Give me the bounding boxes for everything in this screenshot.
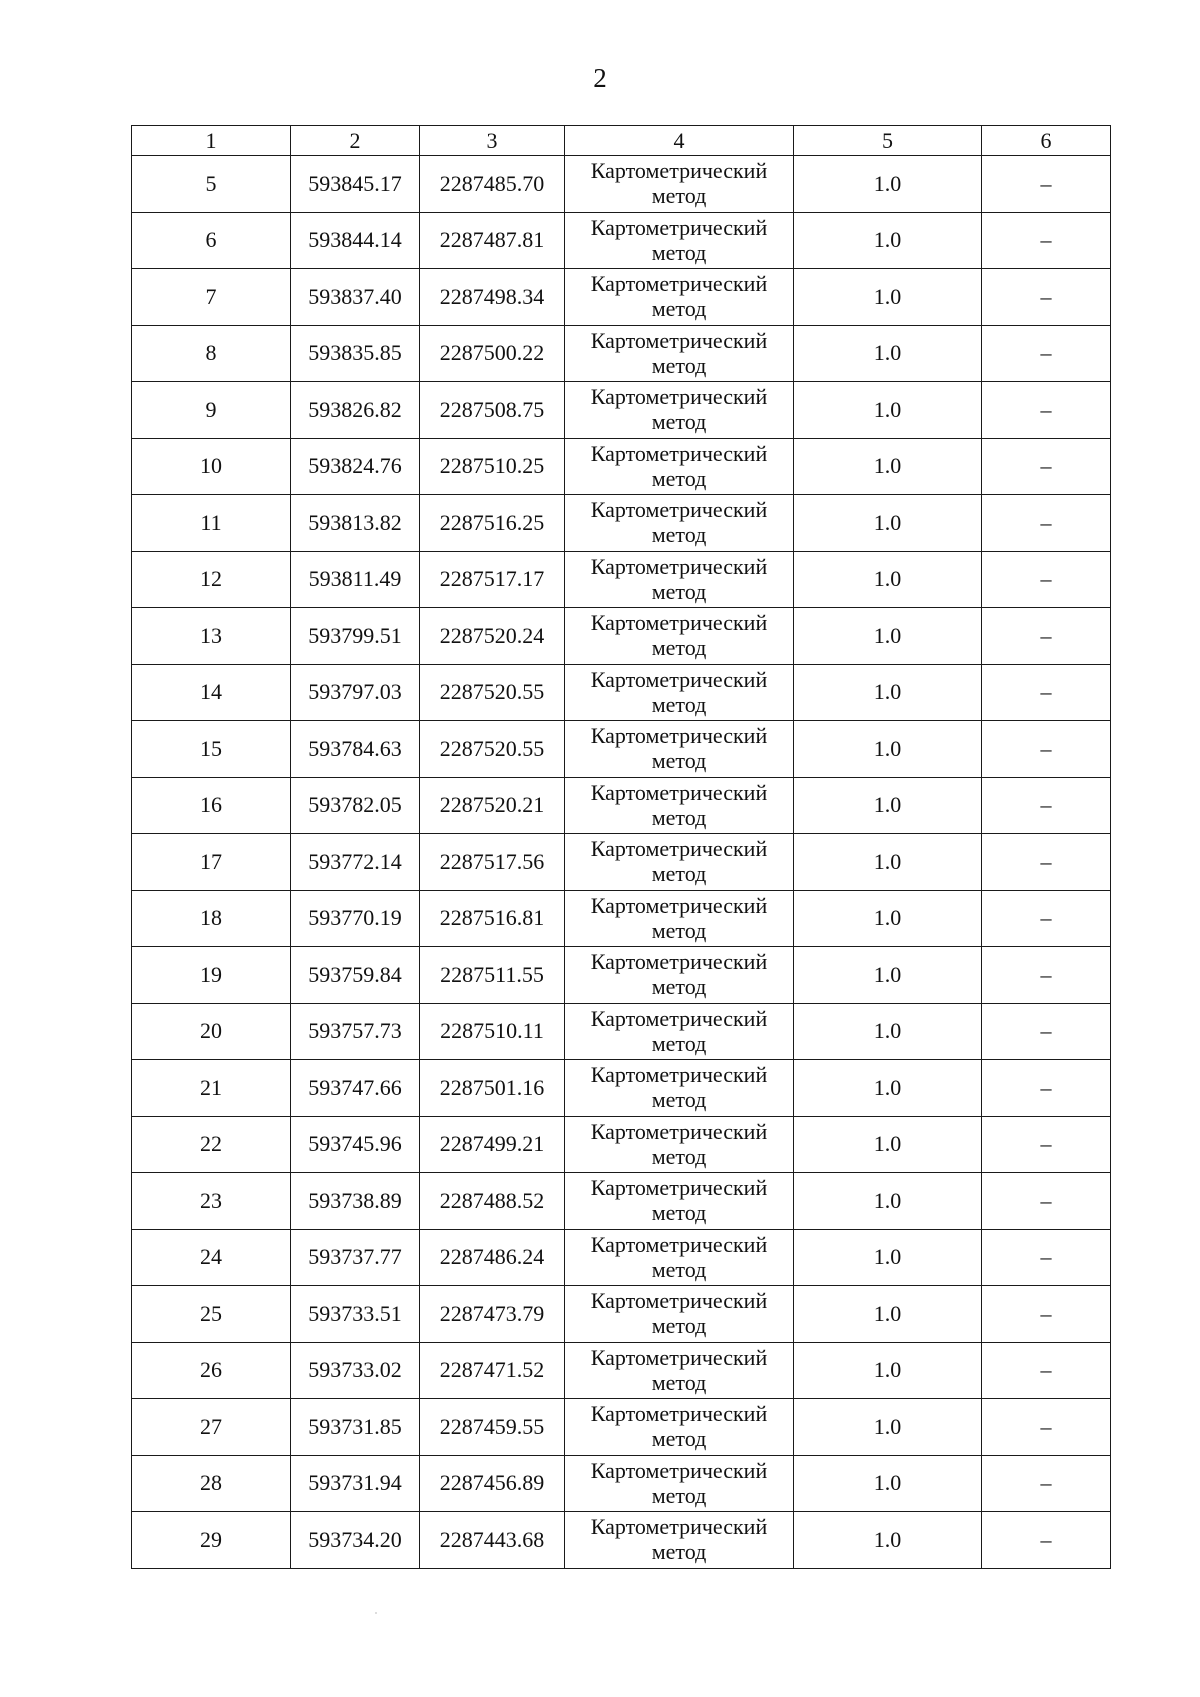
y-coordinate-cell: 2287511.55 bbox=[420, 947, 565, 1004]
note-cell: – bbox=[982, 834, 1111, 891]
accuracy-cell: 1.0 bbox=[794, 382, 982, 439]
method-line-2: метод bbox=[651, 804, 707, 830]
method-line-2: метод bbox=[651, 465, 707, 491]
method-line-2: метод bbox=[651, 522, 707, 548]
point-number-cell: 8 bbox=[132, 325, 291, 382]
accuracy-cell: 1.0 bbox=[794, 438, 982, 495]
note-cell: – bbox=[982, 438, 1111, 495]
accuracy-cell: 1.0 bbox=[794, 325, 982, 382]
x-coordinate-cell: 593759.84 bbox=[291, 947, 420, 1004]
accuracy-cell: 1.0 bbox=[794, 1286, 982, 1343]
note-cell: – bbox=[982, 1512, 1111, 1569]
method-cell bbox=[565, 890, 794, 947]
page-number: 2 bbox=[593, 63, 607, 93]
method-line-2: метод bbox=[651, 1256, 707, 1282]
column-header: 2 bbox=[291, 126, 420, 156]
point-number-cell: 12 bbox=[132, 551, 291, 608]
method-cell bbox=[565, 1512, 794, 1569]
method-line-2: метод bbox=[651, 1030, 707, 1056]
y-coordinate-cell: 2287510.25 bbox=[420, 438, 565, 495]
method-line-2: метод bbox=[651, 691, 707, 717]
x-coordinate-cell: 593772.14 bbox=[291, 834, 420, 891]
accuracy-cell: 1.0 bbox=[794, 608, 982, 665]
table-row bbox=[132, 890, 1111, 947]
y-coordinate-cell: 2287487.81 bbox=[420, 212, 565, 269]
x-coordinate-cell: 593757.73 bbox=[291, 1003, 420, 1060]
note-cell: – bbox=[982, 777, 1111, 834]
method-cell bbox=[565, 1342, 794, 1399]
table-row bbox=[132, 664, 1111, 721]
point-number-cell: 11 bbox=[132, 495, 291, 552]
y-coordinate-cell: 2287517.17 bbox=[420, 551, 565, 608]
accuracy-cell: 1.0 bbox=[794, 1455, 982, 1512]
y-coordinate-cell: 2287456.89 bbox=[420, 1455, 565, 1512]
point-number-cell: 29 bbox=[132, 1512, 291, 1569]
method-cell bbox=[565, 1173, 794, 1230]
x-coordinate-cell: 593799.51 bbox=[291, 608, 420, 665]
note-cell: – bbox=[982, 156, 1111, 213]
table-row bbox=[132, 1173, 1111, 1230]
column-header: 1 bbox=[132, 126, 291, 156]
method-cell bbox=[565, 325, 794, 382]
point-number-cell: 22 bbox=[132, 1116, 291, 1173]
method-line-2: метод bbox=[651, 352, 707, 378]
accuracy-cell: 1.0 bbox=[794, 890, 982, 947]
point-number-cell: 15 bbox=[132, 721, 291, 778]
note-cell: – bbox=[982, 1116, 1111, 1173]
point-number-cell: 25 bbox=[132, 1286, 291, 1343]
y-coordinate-cell: 2287488.52 bbox=[420, 1173, 565, 1230]
note-cell: – bbox=[982, 1455, 1111, 1512]
x-coordinate-cell: 593811.49 bbox=[291, 551, 420, 608]
note-cell: – bbox=[982, 890, 1111, 947]
x-coordinate-cell: 593837.40 bbox=[291, 269, 420, 326]
point-number-cell: 26 bbox=[132, 1342, 291, 1399]
table-row bbox=[132, 608, 1111, 665]
y-coordinate-cell: 2287520.21 bbox=[420, 777, 565, 834]
table-row bbox=[132, 212, 1111, 269]
point-number-cell: 17 bbox=[132, 834, 291, 891]
note-cell: – bbox=[982, 947, 1111, 1004]
table-row bbox=[132, 495, 1111, 552]
y-coordinate-cell: 2287510.11 bbox=[420, 1003, 565, 1060]
accuracy-cell: 1.0 bbox=[794, 1003, 982, 1060]
point-number-cell: 27 bbox=[132, 1399, 291, 1456]
accuracy-cell: 1.0 bbox=[794, 1173, 982, 1230]
x-coordinate-cell: 593770.19 bbox=[291, 890, 420, 947]
x-coordinate-cell: 593784.63 bbox=[291, 721, 420, 778]
method-cell bbox=[565, 212, 794, 269]
method-line-2: метод bbox=[651, 635, 707, 661]
method-line-1: Картометрический bbox=[590, 1175, 768, 1201]
note-cell: – bbox=[982, 608, 1111, 665]
note-cell: – bbox=[982, 382, 1111, 439]
point-number-cell: 19 bbox=[132, 947, 291, 1004]
method-line-2: метод bbox=[651, 409, 707, 435]
point-number-cell: 6 bbox=[132, 212, 291, 269]
method-cell bbox=[565, 777, 794, 834]
column-header: 5 bbox=[794, 126, 982, 156]
x-coordinate-cell: 593731.85 bbox=[291, 1399, 420, 1456]
note-cell: – bbox=[982, 212, 1111, 269]
method-line-1: Картометрический bbox=[590, 610, 768, 636]
y-coordinate-cell: 2287499.21 bbox=[420, 1116, 565, 1173]
method-cell bbox=[565, 1003, 794, 1060]
accuracy-cell: 1.0 bbox=[794, 834, 982, 891]
y-coordinate-cell: 2287485.70 bbox=[420, 156, 565, 213]
accuracy-cell: 1.0 bbox=[794, 1060, 982, 1117]
note-cell: – bbox=[982, 1286, 1111, 1343]
x-coordinate-cell: 593733.02 bbox=[291, 1342, 420, 1399]
accuracy-cell: 1.0 bbox=[794, 1342, 982, 1399]
method-line-1: Картометрический bbox=[590, 1344, 768, 1370]
method-line-1: Картометрический bbox=[590, 1401, 768, 1427]
point-number-cell: 9 bbox=[132, 382, 291, 439]
x-coordinate-cell: 593737.77 bbox=[291, 1229, 420, 1286]
method-line-1: Картометрический bbox=[590, 158, 768, 184]
method-line-2: метод bbox=[651, 1539, 707, 1565]
method-line-2: метод bbox=[651, 1313, 707, 1339]
method-cell bbox=[565, 269, 794, 326]
method-line-2: метод bbox=[651, 861, 707, 887]
method-line-1: Картометрический bbox=[590, 1062, 768, 1088]
note-cell: – bbox=[982, 325, 1111, 382]
table-row bbox=[132, 269, 1111, 326]
method-cell bbox=[565, 551, 794, 608]
table-header bbox=[132, 126, 1111, 156]
table-row bbox=[132, 1399, 1111, 1456]
accuracy-cell: 1.0 bbox=[794, 269, 982, 326]
method-line-2: метод bbox=[651, 748, 707, 774]
x-coordinate-cell: 593747.66 bbox=[291, 1060, 420, 1117]
note-cell: – bbox=[982, 1342, 1111, 1399]
accuracy-cell: 1.0 bbox=[794, 664, 982, 721]
method-cell bbox=[565, 1455, 794, 1512]
accuracy-cell: 1.0 bbox=[794, 495, 982, 552]
y-coordinate-cell: 2287500.22 bbox=[420, 325, 565, 382]
table-row bbox=[132, 834, 1111, 891]
note-cell: – bbox=[982, 1399, 1111, 1456]
method-line-1: Картометрический bbox=[590, 1118, 768, 1144]
method-cell bbox=[565, 495, 794, 552]
method-line-1: Картометрический bbox=[590, 1457, 768, 1483]
method-cell bbox=[565, 1229, 794, 1286]
method-line-1: Картометрический bbox=[590, 723, 768, 749]
method-line-1: Картометрический bbox=[590, 497, 768, 523]
method-line-1: Картометрический bbox=[590, 779, 768, 805]
header-row bbox=[132, 126, 1111, 156]
method-cell bbox=[565, 947, 794, 1004]
x-coordinate-cell: 593731.94 bbox=[291, 1455, 420, 1512]
y-coordinate-cell: 2287516.81 bbox=[420, 890, 565, 947]
note-cell: – bbox=[982, 1229, 1111, 1286]
table-row bbox=[132, 551, 1111, 608]
method-line-1: Картометрический bbox=[590, 836, 768, 862]
point-number-cell: 5 bbox=[132, 156, 291, 213]
table-row bbox=[132, 325, 1111, 382]
coordinates-table bbox=[131, 125, 1111, 1569]
note-cell: – bbox=[982, 269, 1111, 326]
note-cell: – bbox=[982, 664, 1111, 721]
method-line-2: метод bbox=[651, 1482, 707, 1508]
y-coordinate-cell: 2287498.34 bbox=[420, 269, 565, 326]
y-coordinate-cell: 2287516.25 bbox=[420, 495, 565, 552]
method-line-2: метод bbox=[651, 1426, 707, 1452]
y-coordinate-cell: 2287520.24 bbox=[420, 608, 565, 665]
point-number-cell: 16 bbox=[132, 777, 291, 834]
y-coordinate-cell: 2287520.55 bbox=[420, 664, 565, 721]
method-line-1: Картометрический bbox=[590, 214, 768, 240]
table-row bbox=[132, 1229, 1111, 1286]
table-row bbox=[132, 1455, 1111, 1512]
x-coordinate-cell: 593782.05 bbox=[291, 777, 420, 834]
method-line-2: метод bbox=[651, 917, 707, 943]
point-number-cell: 18 bbox=[132, 890, 291, 947]
scan-speck bbox=[375, 1612, 377, 1614]
method-line-1: Картометрический bbox=[590, 271, 768, 297]
point-number-cell: 13 bbox=[132, 608, 291, 665]
x-coordinate-cell: 593826.82 bbox=[291, 382, 420, 439]
y-coordinate-cell: 2287520.55 bbox=[420, 721, 565, 778]
note-cell: – bbox=[982, 721, 1111, 778]
method-line-1: Картометрический bbox=[590, 440, 768, 466]
y-coordinate-cell: 2287517.56 bbox=[420, 834, 565, 891]
method-line-1: Картометрический bbox=[590, 1005, 768, 1031]
point-number-cell: 21 bbox=[132, 1060, 291, 1117]
method-line-2: метод bbox=[651, 974, 707, 1000]
note-cell: – bbox=[982, 551, 1111, 608]
method-line-2: метод bbox=[651, 296, 707, 322]
x-coordinate-cell: 593733.51 bbox=[291, 1286, 420, 1343]
method-line-1: Картометрический bbox=[590, 384, 768, 410]
table-row bbox=[132, 947, 1111, 1004]
point-number-cell: 14 bbox=[132, 664, 291, 721]
table-body bbox=[132, 156, 1111, 1569]
table-row bbox=[132, 438, 1111, 495]
method-cell bbox=[565, 834, 794, 891]
table-row bbox=[132, 1286, 1111, 1343]
y-coordinate-cell: 2287501.16 bbox=[420, 1060, 565, 1117]
table-row bbox=[132, 1342, 1111, 1399]
table-row bbox=[132, 1003, 1111, 1060]
table-row bbox=[132, 1512, 1111, 1569]
accuracy-cell: 1.0 bbox=[794, 947, 982, 1004]
method-line-1: Картометрический bbox=[590, 553, 768, 579]
accuracy-cell: 1.0 bbox=[794, 212, 982, 269]
point-number-cell: 10 bbox=[132, 438, 291, 495]
method-line-2: метод bbox=[651, 1143, 707, 1169]
table-row bbox=[132, 382, 1111, 439]
x-coordinate-cell: 593734.20 bbox=[291, 1512, 420, 1569]
accuracy-cell: 1.0 bbox=[794, 721, 982, 778]
note-cell: – bbox=[982, 495, 1111, 552]
method-cell bbox=[565, 156, 794, 213]
table-row bbox=[132, 156, 1111, 213]
accuracy-cell: 1.0 bbox=[794, 1229, 982, 1286]
method-line-2: метод bbox=[651, 1087, 707, 1113]
y-coordinate-cell: 2287486.24 bbox=[420, 1229, 565, 1286]
method-cell bbox=[565, 438, 794, 495]
y-coordinate-cell: 2287443.68 bbox=[420, 1512, 565, 1569]
x-coordinate-cell: 593824.76 bbox=[291, 438, 420, 495]
point-number-cell: 23 bbox=[132, 1173, 291, 1230]
method-line-1: Картометрический bbox=[590, 1231, 768, 1257]
method-cell bbox=[565, 721, 794, 778]
method-line-1: Картометрический bbox=[590, 892, 768, 918]
accuracy-cell: 1.0 bbox=[794, 551, 982, 608]
column-header: 6 bbox=[982, 126, 1111, 156]
method-cell bbox=[565, 664, 794, 721]
method-line-2: метод bbox=[651, 1200, 707, 1226]
point-number-cell: 20 bbox=[132, 1003, 291, 1060]
accuracy-cell: 1.0 bbox=[794, 1399, 982, 1456]
y-coordinate-cell: 2287471.52 bbox=[420, 1342, 565, 1399]
method-line-1: Картометрический bbox=[590, 666, 768, 692]
method-line-1: Картометрический bbox=[590, 1514, 768, 1540]
method-line-1: Картометрический bbox=[590, 949, 768, 975]
table-row bbox=[132, 777, 1111, 834]
method-line-2: метод bbox=[651, 239, 707, 265]
y-coordinate-cell: 2287473.79 bbox=[420, 1286, 565, 1343]
accuracy-cell: 1.0 bbox=[794, 777, 982, 834]
x-coordinate-cell: 593844.14 bbox=[291, 212, 420, 269]
y-coordinate-cell: 2287459.55 bbox=[420, 1399, 565, 1456]
x-coordinate-cell: 593845.17 bbox=[291, 156, 420, 213]
method-cell bbox=[565, 608, 794, 665]
note-cell: – bbox=[982, 1060, 1111, 1117]
method-cell bbox=[565, 1116, 794, 1173]
x-coordinate-cell: 593813.82 bbox=[291, 495, 420, 552]
table-row bbox=[132, 1060, 1111, 1117]
method-line-2: метод bbox=[651, 183, 707, 209]
note-cell: – bbox=[982, 1173, 1111, 1230]
accuracy-cell: 1.0 bbox=[794, 1512, 982, 1569]
point-number-cell: 24 bbox=[132, 1229, 291, 1286]
column-header: 3 bbox=[420, 126, 565, 156]
method-line-1: Картометрический bbox=[590, 1288, 768, 1314]
x-coordinate-cell: 593835.85 bbox=[291, 325, 420, 382]
table-row bbox=[132, 721, 1111, 778]
method-line-1: Картометрический bbox=[590, 327, 768, 353]
method-cell bbox=[565, 1286, 794, 1343]
method-line-2: метод bbox=[651, 1369, 707, 1395]
method-cell bbox=[565, 382, 794, 439]
accuracy-cell: 1.0 bbox=[794, 1116, 982, 1173]
y-coordinate-cell: 2287508.75 bbox=[420, 382, 565, 439]
x-coordinate-cell: 593745.96 bbox=[291, 1116, 420, 1173]
note-cell: – bbox=[982, 1003, 1111, 1060]
x-coordinate-cell: 593738.89 bbox=[291, 1173, 420, 1230]
table-row bbox=[132, 1116, 1111, 1173]
accuracy-cell: 1.0 bbox=[794, 156, 982, 213]
x-coordinate-cell: 593797.03 bbox=[291, 664, 420, 721]
point-number-cell: 7 bbox=[132, 269, 291, 326]
point-number-cell: 28 bbox=[132, 1455, 291, 1512]
method-line-2: метод bbox=[651, 578, 707, 604]
method-cell bbox=[565, 1399, 794, 1456]
method-cell bbox=[565, 1060, 794, 1117]
column-header: 4 bbox=[565, 126, 794, 156]
